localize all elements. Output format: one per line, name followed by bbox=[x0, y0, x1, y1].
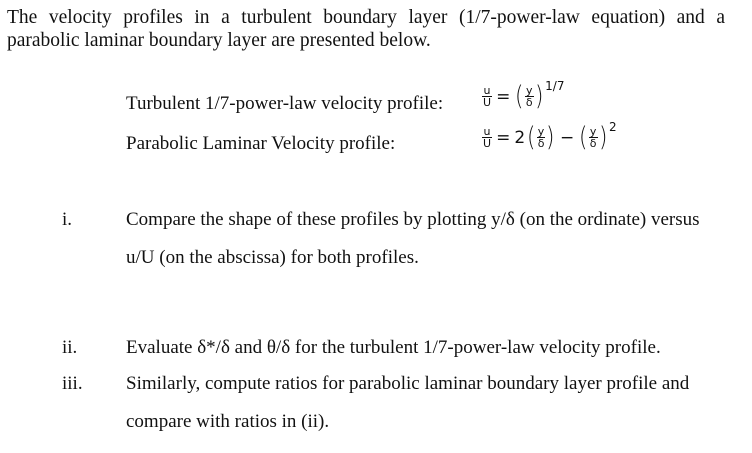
laminar-coefficient: 2 bbox=[514, 127, 526, 148]
laminar-second-ratio-denominator: δ bbox=[589, 137, 597, 150]
turbulent-equals-sign: = bbox=[496, 86, 511, 107]
turbulent-profile-equation: $\frac{u}{U}$ = ( $\frac{y}{\delta}$ ) 1/7 bbox=[483, 79, 565, 112]
turbulent-lhs-numerator: u bbox=[483, 84, 491, 97]
turbulent-exponent: 1/7 bbox=[545, 79, 565, 93]
intro-paragraph: The velocity profiles in a turbulent boundary layer (1/7-power-law equation) and a parabolic laminar boundary layer are presented below. bbox=[7, 7, 725, 51]
turbulent-lhs-fraction bbox=[482, 85, 492, 108]
laminar-second-ratio-numerator: y bbox=[589, 125, 597, 138]
turbulent-lhs-denominator: U bbox=[483, 96, 492, 109]
item-text-i: Compare the shape of these profiles by plotting y/δ (on the ordinate) versus u/U (on the abscissa) for both profiles. bbox=[126, 209, 700, 268]
laminar-equals-sign: = bbox=[496, 127, 511, 148]
laminar-minus-sign: − bbox=[559, 127, 575, 148]
turbulent-ratio-denominator: δ bbox=[525, 96, 533, 109]
turbulent-ratio-fraction bbox=[525, 85, 534, 108]
laminar-first-ratio-fraction bbox=[537, 126, 546, 149]
item-number-iii: iii. bbox=[62, 373, 83, 394]
laminar-first-ratio-numerator: y bbox=[537, 125, 545, 138]
laminar-second-ratio-fraction bbox=[589, 126, 598, 149]
item-number-i: i. bbox=[62, 209, 73, 230]
item-text-ii: Evaluate δ*/δ and θ/δ for the turbulent 1/7-power-law velocity profile. bbox=[126, 337, 661, 358]
laminar-lhs-numerator: u bbox=[483, 125, 491, 138]
laminar-first-ratio-denominator: δ bbox=[537, 137, 545, 150]
laminar-profile-equation: $\frac{u}{U}$ = 2 ( $\frac{y}{\delta}$ ) − ( $\frac{y}{\delta}$ ) 2 bbox=[483, 120, 617, 153]
turbulent-profile-label: Turbulent 1/7-power-law velocity profile: bbox=[126, 93, 444, 114]
laminar-profile-label: Parabolic Laminar Velocity profile: bbox=[126, 133, 396, 154]
item-number-ii: ii. bbox=[62, 337, 78, 358]
item-text-iii: Similarly, compute ratios for parabolic laminar boundary layer profile and compare with ratios in (ii). bbox=[126, 373, 690, 432]
laminar-lhs-denominator: U bbox=[483, 137, 492, 150]
laminar-exponent: 2 bbox=[609, 120, 617, 134]
laminar-lhs-fraction bbox=[482, 126, 492, 149]
turbulent-ratio-numerator: y bbox=[525, 84, 533, 97]
